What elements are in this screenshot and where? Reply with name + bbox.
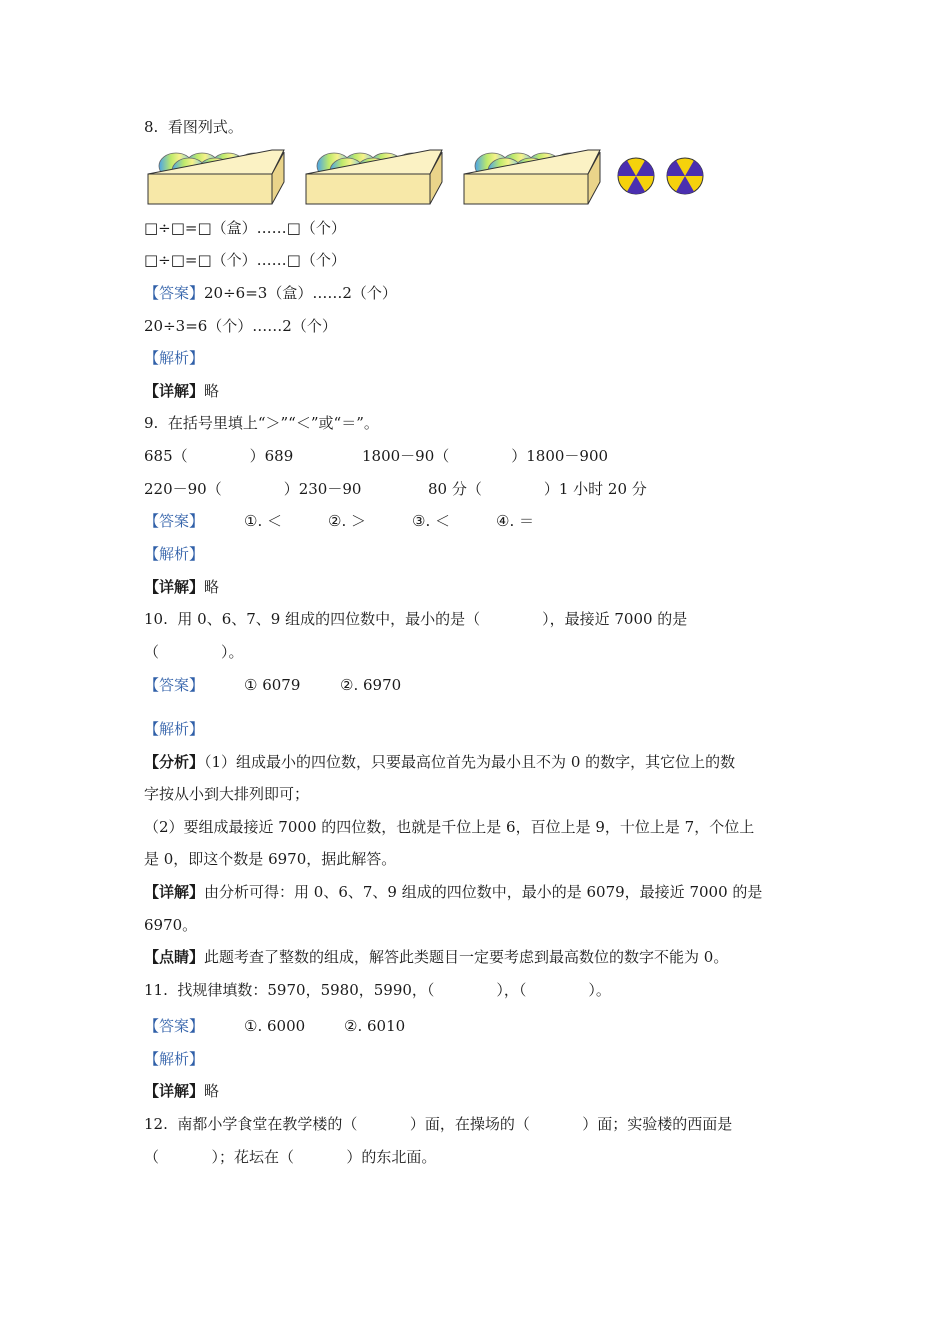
q8-answer-2: 20÷3=6（个）……2（个） xyxy=(144,317,337,335)
q10-analysis-3: （2）要组成最接近 7000 的四位数，也就是千位上是 6，百位上是 9，十位上是 7，个位上 xyxy=(144,818,755,836)
q11-answer-2: ②. 6010 xyxy=(344,1017,406,1035)
detail-tag: 【详解】 xyxy=(144,382,205,400)
q10-title-2: （ ）。 xyxy=(144,643,244,661)
q10-detail-1: 由分析可得：用 0、6、7、9 组成的四位数中，最小的是 6079，最接近 7000 的是 xyxy=(204,883,763,901)
q10-answer-line xyxy=(144,675,204,695)
q10-comment: 此题考查了整数的组成，解答此类题目一定要考虑到最高数位的数字不能为 0。 xyxy=(204,948,729,966)
detail-tag: 【详解】 xyxy=(144,1082,205,1100)
q8-detail-line xyxy=(144,381,219,401)
q10-detail-2: 6970。 xyxy=(144,916,198,934)
q8-answer-line xyxy=(144,283,397,303)
q11-answer-line xyxy=(144,1016,204,1036)
q10-title: 10. 用 0、6、7、9 组成的四位数中，最小的是（ ），最接近 7000 的是 xyxy=(144,610,688,628)
q8-blank-1: □÷□=□（盒）……□（个） xyxy=(144,219,346,237)
q9-row-2b: 80 分（ ）1 小时 20 分 xyxy=(428,480,647,498)
q11-analysis-tag: 【解析】 xyxy=(144,1050,205,1068)
q9-analysis-tag: 【解析】 xyxy=(144,545,205,563)
q9-answer-1: ①. ＜ xyxy=(244,512,282,530)
q10-answer-2: ②. 6970 xyxy=(340,676,402,694)
q12-title: 12. 南都小学食堂在教学楼的（ ）面，在操场的（ ）面；实验楼的西面是 xyxy=(144,1115,733,1133)
answer-tag: 【答案】 xyxy=(144,284,205,302)
loose-ball-1 xyxy=(618,158,654,194)
q9-answer-3: ③. ＜ xyxy=(412,512,450,530)
analysis-label: 【分析】 xyxy=(144,753,205,771)
q8-blank-2: □÷□=□（个）……□（个） xyxy=(144,251,346,269)
q9-row-1b: 1800－90（ ）1800－900 xyxy=(362,447,609,465)
q11-title: 11. 找规律填数：5970，5980，5990，（ ），（ ）。 xyxy=(144,981,611,999)
answer-tag: 【答案】 xyxy=(144,1017,205,1035)
comment-label: 【点睛】 xyxy=(144,948,205,966)
loose-ball-2 xyxy=(667,158,703,194)
q10-answer-1: ① 6079 xyxy=(244,676,301,694)
q8-answer-1: 20÷6=3（盒）……2（个） xyxy=(204,284,397,302)
answer-tag: 【答案】 xyxy=(144,512,205,530)
q9-answer-2: ②. ＞ xyxy=(328,512,366,530)
q9-row-1a: 685（ ）689 xyxy=(144,447,294,465)
q9-detail-line xyxy=(144,577,219,597)
detail-tag: 【详解】 xyxy=(144,578,205,596)
q10-analysis-2: 字按从小到大排列即可； xyxy=(144,785,310,803)
q11-answer-1: ①. 6000 xyxy=(244,1017,306,1035)
q10-analysis-1: （1）组成最小的四位数，只要最高位首先为最小且不为 0 的数字，其它位上的数 xyxy=(204,753,736,771)
q9-title: 9. 在括号里填上“＞”“＜”或“＝”。 xyxy=(144,414,379,432)
q10-comment-line xyxy=(144,947,728,967)
q9-row-2a: 220－90（ ）230－90 xyxy=(144,480,362,498)
q9-answer-line xyxy=(144,511,204,531)
box-2 xyxy=(306,150,442,204)
q8-title: 8. 看图列式。 xyxy=(144,118,243,136)
q10-analysis-line-1 xyxy=(144,752,735,772)
q10-analysis-4: 是 0，即这个数是 6970，据此解答。 xyxy=(144,850,397,868)
detail-label: 【详解】 xyxy=(144,883,205,901)
q9-answer-4: ④. ＝ xyxy=(496,512,534,530)
answer-tag: 【答案】 xyxy=(144,676,205,694)
q11-detail: 略 xyxy=(204,1082,220,1100)
box-3 xyxy=(464,150,600,204)
q8-detail: 略 xyxy=(204,382,220,400)
boxes-of-balls-figure xyxy=(144,146,714,212)
q8-analysis-tag: 【解析】 xyxy=(144,349,205,367)
q11-detail-line xyxy=(144,1081,219,1101)
box-1 xyxy=(148,150,284,204)
q12-title-2: （ ）；花坛在（ ）的东北面。 xyxy=(144,1148,437,1166)
q10-detail-line-1 xyxy=(144,882,762,902)
q9-detail: 略 xyxy=(204,578,220,596)
q10-analysis-tag: 【解析】 xyxy=(144,720,205,738)
